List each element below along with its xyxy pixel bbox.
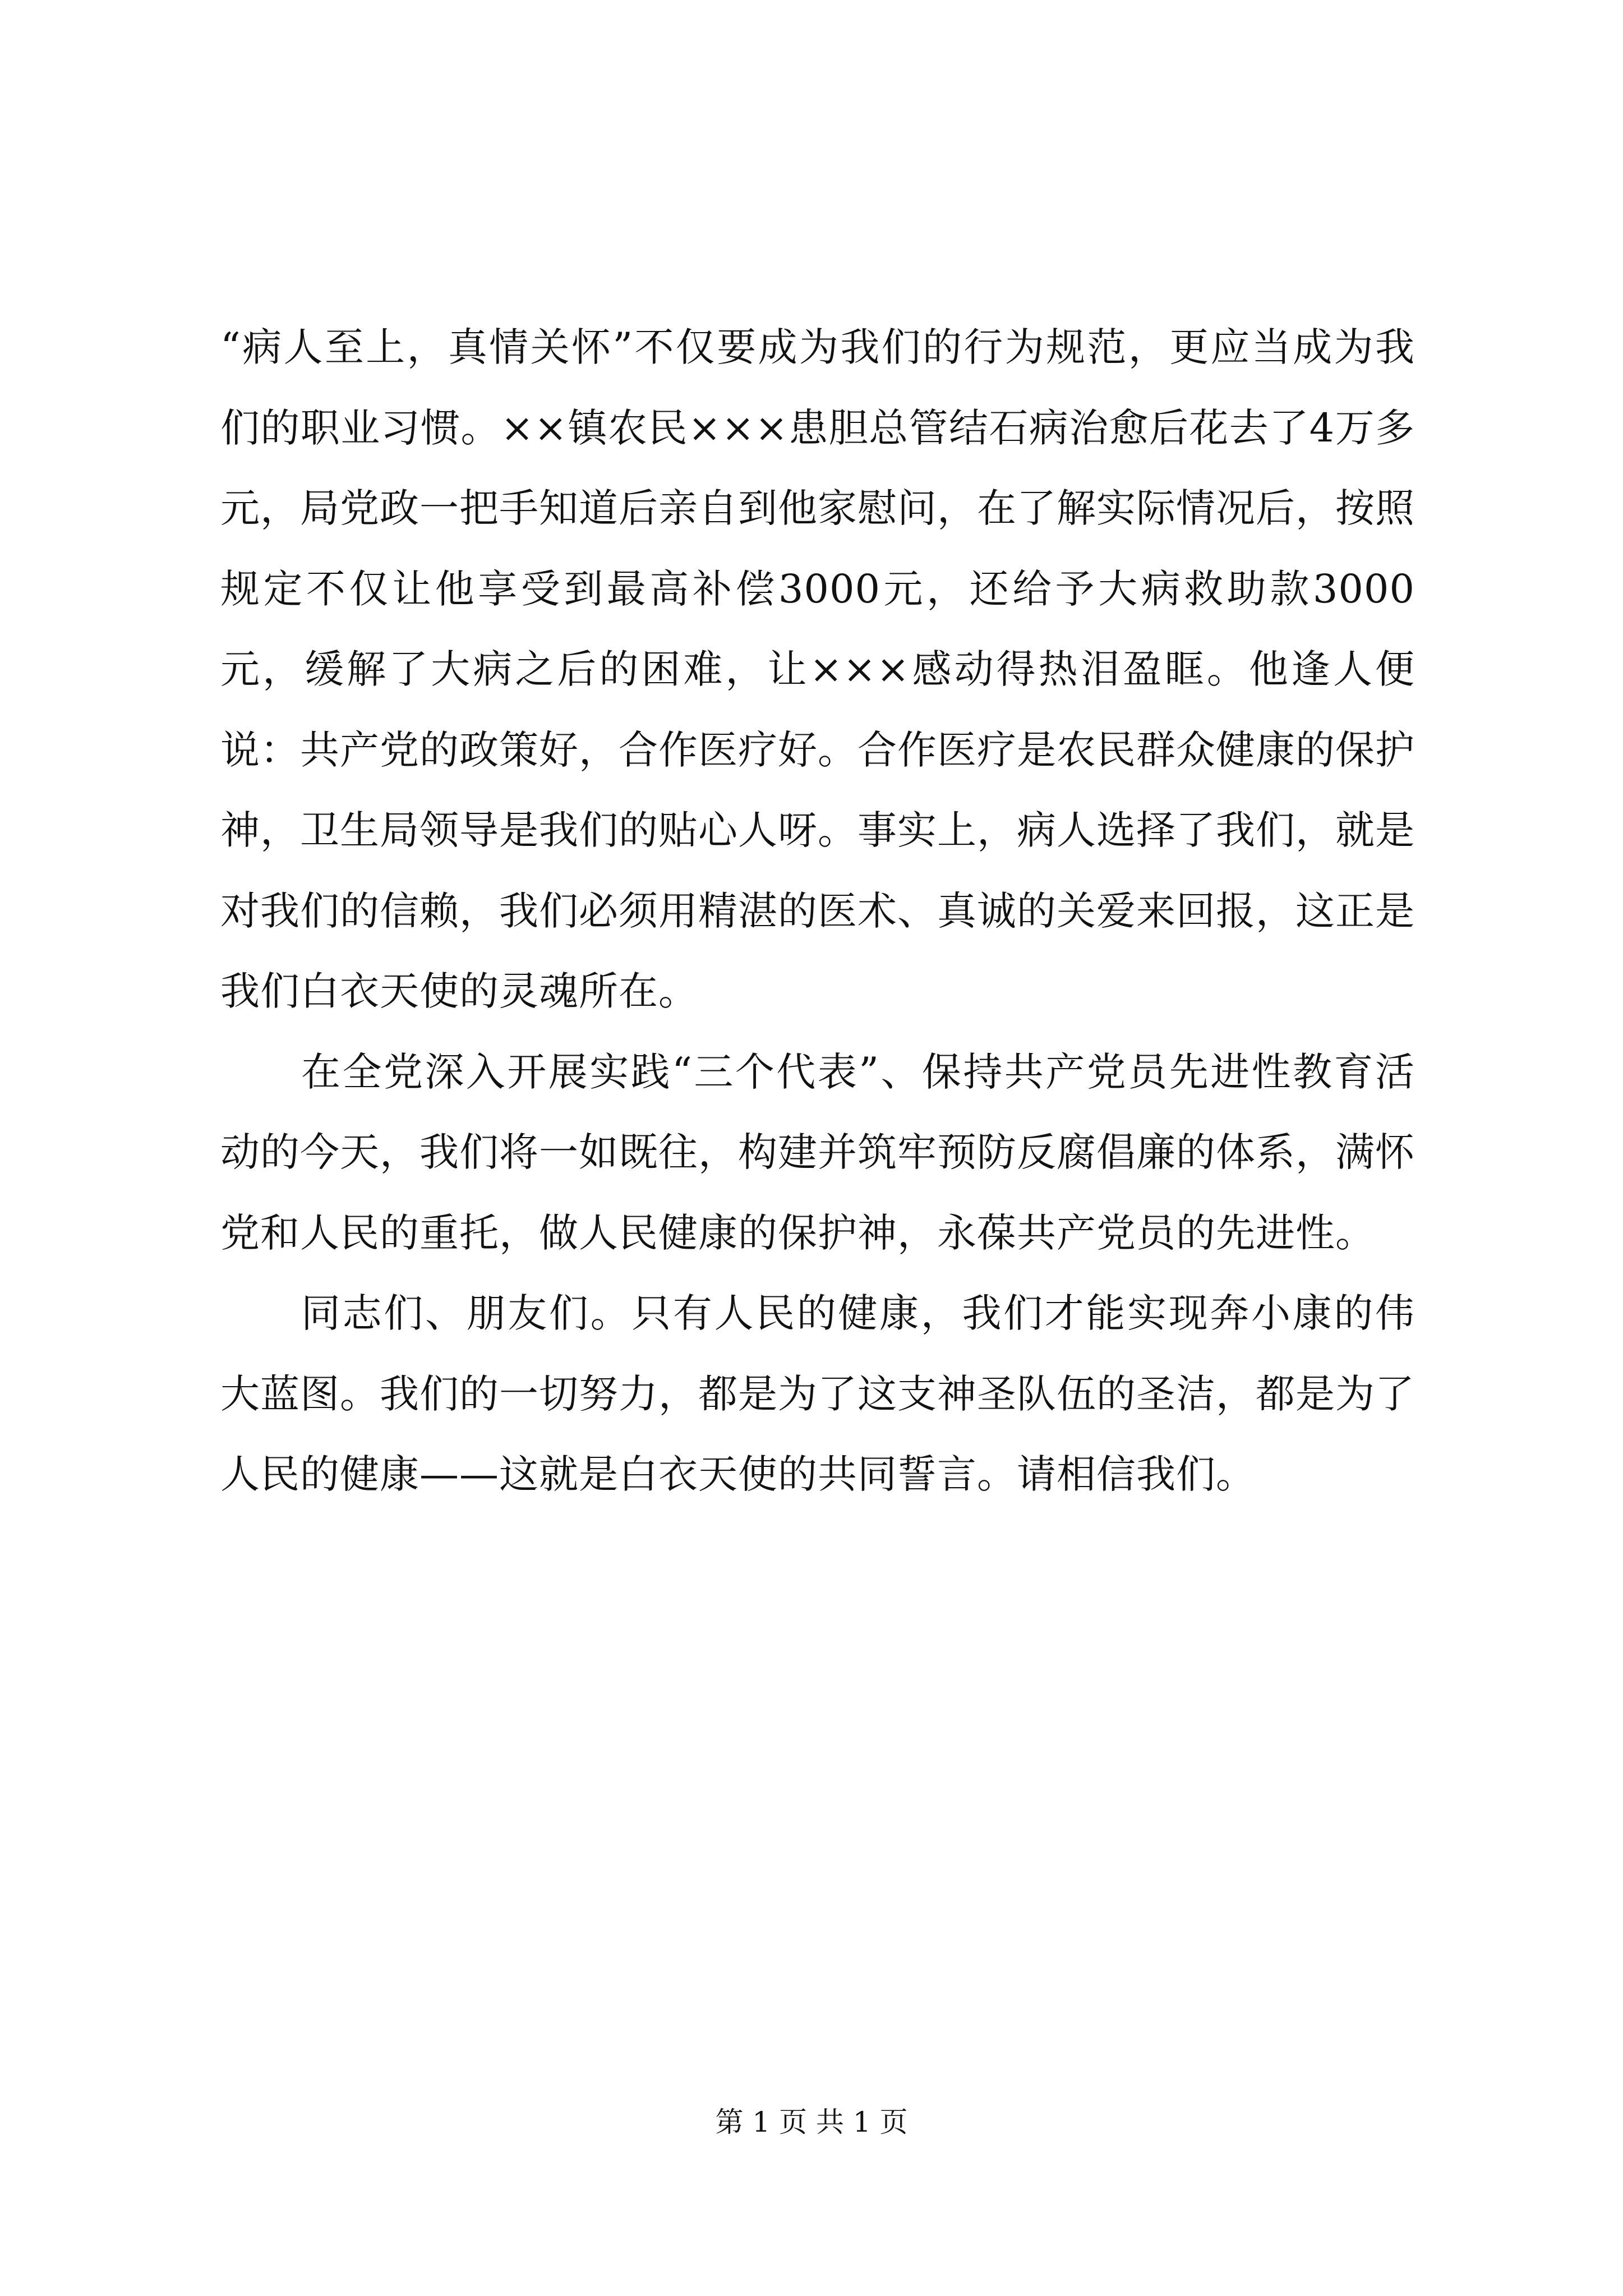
paragraph-1: “病人至上，真情关怀”不仅要成为我们的行为规范，更应当成为我们的职业习惯。××镇农民×××患胆总管结石病治愈后花去了4万多元，局党政一把手知道后亲自到他家慰问，在了解实际情况后，按照规定不仅让他享受到最高补偿3000元，还给予大病救助款3000元，缓解了大病之后的困难，让×××感动得热泪盈眶。他逢人便说：共产党的政策好，合作医疗好。合作医疗是农民群众健康的保护神，卫生局领导是我们的贴心人呀。事实上，病人选择了我们，就是对我们的信赖，我们必须用精湛的医术、真诚的关爱来回报，这正是我们白衣天使的灵魂所在。 [220,324,1415,1014]
paragraph-3: 同志们、朋友们。只有人民的健康，我们才能实现奔小康的伟大蓝图。我们的一切努力，都是为了这支神圣队伍的圣洁，都是为了人民的健康——这就是白衣天使的共同誓言。请相信我们。 [220,1290,1415,1497]
page-footer: 第 1 页 共 1 页 [715,2106,908,2138]
document-body [220,307,1415,1515]
paragraph-2: 在全党深入开展实践“三个代表”、保持共产党员先进性教育活动的今天，我们将一如既往，构建并筑牢预防反腐倡廉的体系，满怀党和人民的重托，做人民健康的保护神，永葆共产党员的先进性。 [220,1048,1415,1256]
